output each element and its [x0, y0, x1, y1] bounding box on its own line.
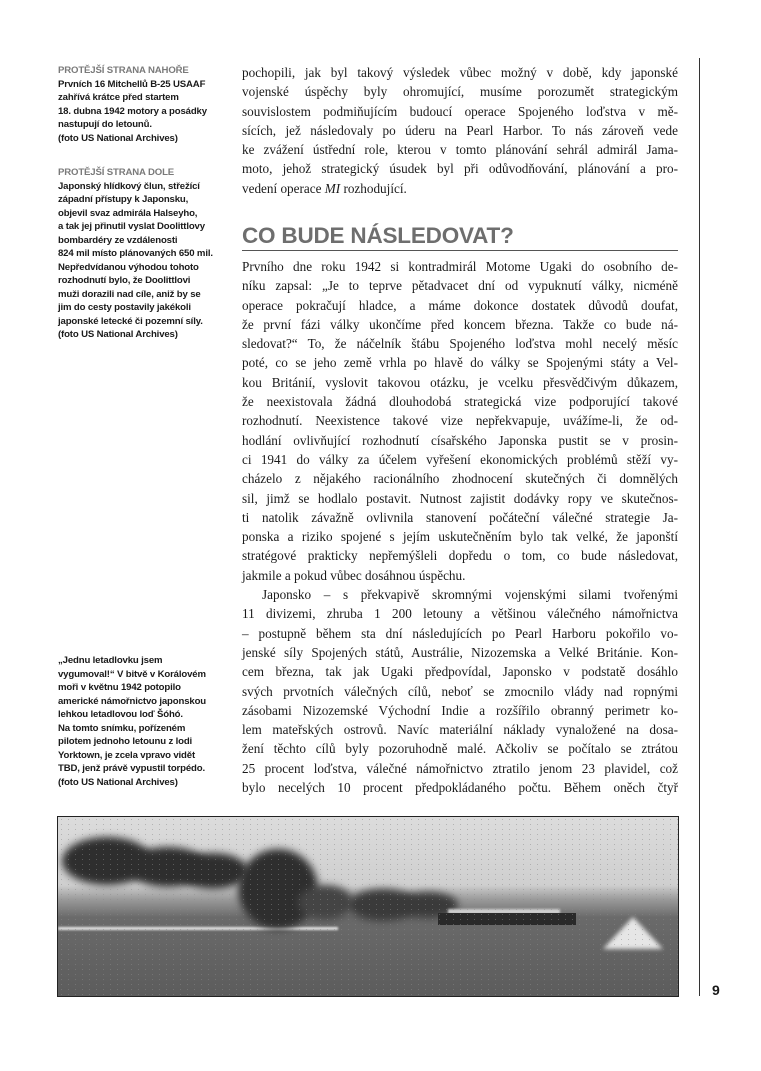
text-line: [242, 179, 678, 198]
intro-paragraph: [242, 63, 678, 198]
text-line: Prvního dne roku 1942 si kontradmirál Motome Ugaki do osobního de-: [242, 259, 678, 274]
text-line: vojenské úspěchy byly ohromující, musíme porozumět strategickým: [242, 84, 678, 100]
caption-line: západní přístupy k Japonsku,: [58, 194, 189, 205]
caption-line: pilotem jednoho letounu z lodi: [58, 736, 193, 747]
text-line: lem mateřských ostrovů. Navíc materiální náklady vynaložené na dosa-: [242, 722, 678, 738]
text-line: – postupně během sta dní následujících po Pearl Harboru pokořilo vo-: [242, 625, 678, 641]
caption-line: americké námořnictvo japonskou: [58, 695, 206, 707]
margin-rule: [699, 58, 700, 996]
text-line: níku zapsal: „Je to teprve pětadvacet dní od vypuknutí války, nicméně: [242, 278, 678, 294]
text-line: zásobami Nizozemské Východní Indie a rozšířilo obranný perimetr ko-: [242, 702, 678, 718]
caption-line: japonské letecké či pozemní síly.: [58, 315, 203, 327]
caption-line: muži dorazili nad cíle, aniž by se: [58, 288, 201, 300]
caption-line: Nepředvídanou výhodou tohoto: [58, 261, 199, 273]
text-line: sících, jež následovaly po úderu na Pearl Harbor. To nás zároveň vede: [242, 122, 678, 138]
caption-credit: (foto US National Archives): [58, 132, 178, 144]
text-line: jakmile a pokud vůbec dosáhnou úspěchu.: [242, 567, 466, 583]
caption-line: 824 mil místo plánovaných 650 mil.: [58, 248, 213, 259]
operation-name: MI: [324, 180, 341, 196]
text-line: operace pokračují hladce, a máme dokonce dostatek důvodů doufat,: [242, 297, 678, 313]
text-line: souvislostem podmiňujícím budoucí operace Spojeného loďstva v mě-: [242, 103, 678, 119]
caption-credit: (foto US National Archives): [58, 329, 178, 340]
text-line: sledovat?“ To, že náčelník štábu Spojeného loďstva mohl necelý měsíc: [242, 336, 678, 352]
section-body: [242, 257, 678, 797]
caption-bottom: [58, 166, 234, 342]
text-line: že první fázi války ukončíme před koncem března. Takže co bude ná-: [242, 316, 678, 332]
caption-top-heading: PROTĚJŠÍ STRANA NAHOŘE: [58, 65, 189, 76]
text-line: stratégové prakticky nepřemýšleli dopředu o tom, co bude následovat,: [242, 548, 678, 564]
text-line: pochopili, jak byl takový výsledek vůbec možný v době, kdy japonské: [242, 65, 678, 80]
text-line: svých prvotních válečných cílů, neboť se zmocnilo vlády nad ropnými: [242, 683, 678, 699]
caption-photo: [58, 654, 234, 789]
text-line: cházelo z nějakého racionálního zhodnocení skutečných či domnělých: [242, 471, 678, 487]
caption-line: TBD, jenž právě vypustil torpédo.: [58, 763, 205, 774]
caption-line: bombardéry ze vzdálenosti: [58, 234, 178, 246]
text-line: 25 procent loďstva, válečné námořnictvo ztratilo jenom 23 plavidel, což: [242, 760, 678, 776]
text-line: moto, jehož strategický úsudek byl při odůvodňování, plánování a pro-: [242, 161, 678, 177]
text-line: že neexistovala žádná dlouhodobá strategická vize podporující takové: [242, 394, 678, 410]
page-number: 9: [712, 982, 720, 998]
caption-line: a tak jej přinutil vyslat Doolittlovy: [58, 221, 205, 232]
caption-line: moři v květnu 1942 potopilo: [58, 682, 181, 693]
text-line: cem března, tak jak Ugaki předpovídal, Japonsko v podstatě dosáhlo: [242, 664, 678, 680]
text-run: rozhodující.: [340, 180, 407, 196]
caption-line: objevil svaz admirála Halseyho,: [58, 207, 198, 219]
caption-line: „Jednu letadlovku jsem: [58, 655, 163, 666]
caption-line: Japonský hlídkový člun, střežící: [58, 180, 200, 192]
text-line: sil, jimž se hodlalo postavit. Nutnost zajistit dodávky ropy ve skutečnos-: [242, 490, 678, 506]
text-line: rozhodnutí. Neexistence takové vize nepřekvapuje, uvážíme-li, že od-: [242, 413, 678, 429]
caption-top: [58, 64, 234, 145]
text-line: ci 1941 do války za účelem vyřešení ekonomických problémů stěží vy-: [242, 451, 678, 467]
text-line: bylo necelých 10 procent předpokládaného počtu. Během oněch čtyř: [242, 780, 678, 796]
photo-grain: [58, 817, 678, 996]
text-line: kou Británií, vyslovit takovou otázku, je vcelku přesvědčivým důkazem,: [242, 374, 678, 390]
caption-line: Yorktown, je zcela vpravo vidět: [58, 749, 195, 761]
caption-credit: (foto US National Archives): [58, 776, 178, 788]
caption-bottom-heading: PROTĚJŠÍ STRANA DOLE: [58, 167, 175, 178]
text-line: ponska a riziko spojené s jejím uskutečněním bylo tak velké, že japonští: [242, 529, 678, 545]
text-line: žení těchto cílů byly pozoruhodně malé. Ačkoliv se počítalo se ztrátou: [242, 741, 678, 757]
text-line: ti natolik závažně ovlivnila stanovení počáteční válečné strategie Ja-: [242, 509, 678, 525]
caption-line: Na tomto snímku, pořízeném: [58, 722, 186, 734]
caption-line: vygumoval!“ V bitvě v Korálovém: [58, 668, 206, 680]
text-line: 11 divizemi, zhruba 1 200 letouny a většinou válečného námořnictva: [242, 606, 678, 622]
caption-line: rozhodnutí bylo, že Doolittlovi: [58, 275, 191, 286]
caption-line: 18. dubna 1942 motory a posádky: [58, 105, 207, 117]
text-line: Japonsko – s překvapivě skromnými vojenskými silami tvořenými: [262, 587, 678, 603]
text-line: poté, co se jeho země vrhla po hlavě do války se Spojenými státy a Vel-: [242, 355, 678, 371]
caption-line: Prvních 16 Mitchellů B-25 USAAF: [58, 78, 206, 90]
caption-line: jim do cesty postavily jakékoli: [58, 302, 191, 313]
text-line: jenské síly Spojených států, Austrálie, Nizozemska a Velké Británie. Kon-: [242, 644, 678, 660]
caption-line: lehkou letadlovou loď Šóhó.: [58, 709, 183, 720]
battle-photo: [57, 816, 679, 997]
caption-line: nastupují do letounů.: [58, 119, 152, 130]
text-line: hodlání ovlivňující rozhodnutí císařského Japonska pustit se v prosin-: [242, 432, 678, 448]
section-heading: CO BUDE NÁSLEDOVAT?: [242, 223, 678, 251]
caption-line: zahřívá krátce před startem: [58, 92, 179, 103]
text-run: vedení operace: [242, 180, 325, 196]
text-line: ke zvážení ústřední role, kterou v tomto plánování sehrál admirál Jama-: [242, 142, 678, 158]
